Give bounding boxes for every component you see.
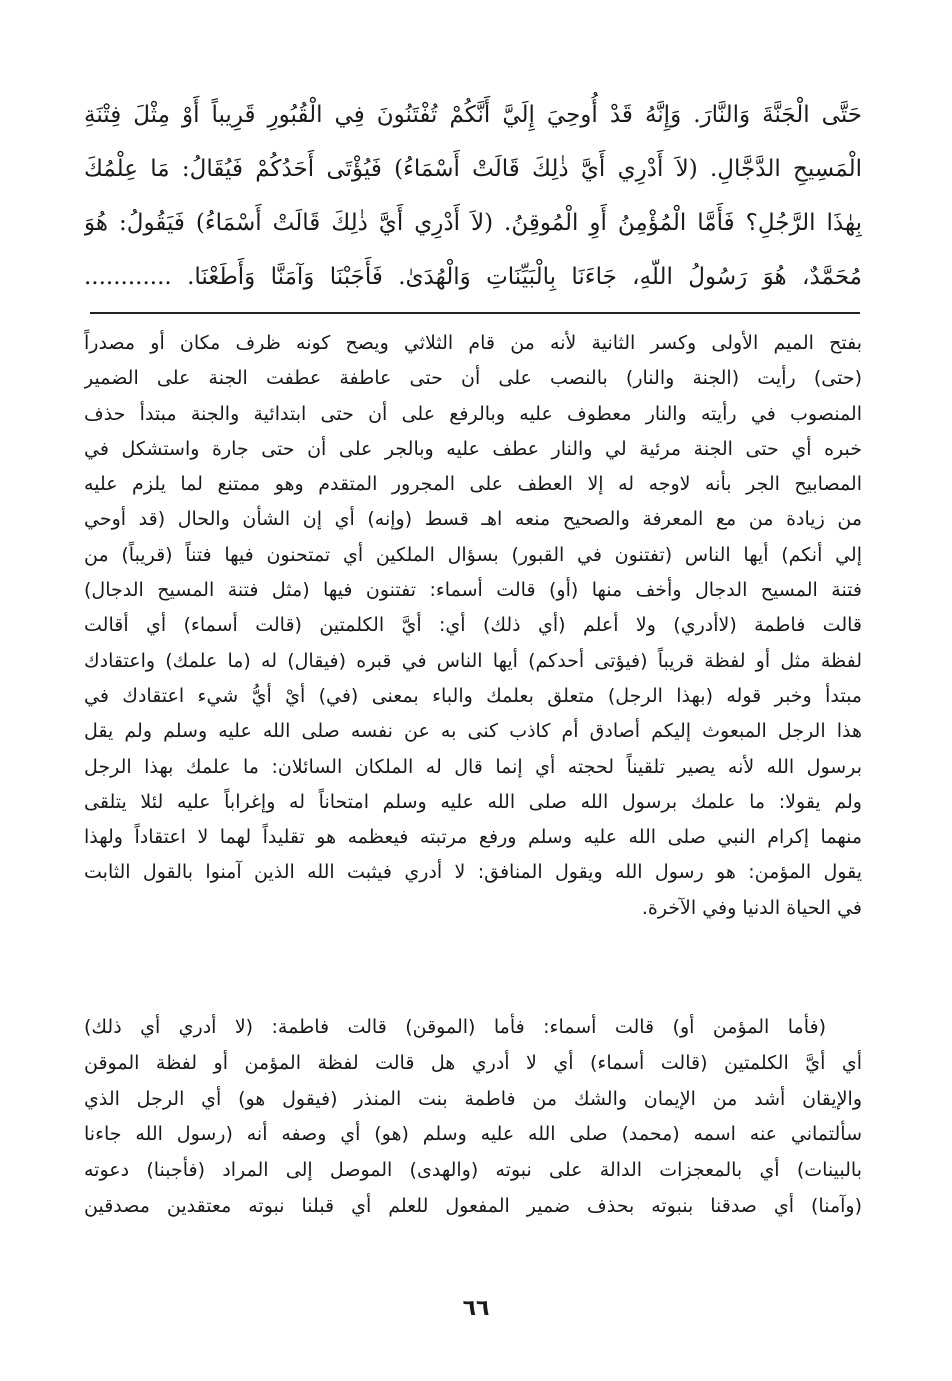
commentary-line: إلي أنكم) أيها الناس (تفتنون في القبور) بسؤال الملكين أي تمتحنون فيها فتناً (قريباً) من [84, 543, 862, 566]
commentary-line: فتنة المسيح الدجال وأخف منها (أو) قالت أسماء: تفتنون فيها (مثل فتنة المسيح الدجال) [84, 579, 862, 602]
commentary-line: بفتح الميم الأولى وكسر الثانية لأنه من قام الثلاثي ويصح كونه ظرف مكان أو مصدراً [84, 332, 862, 354]
commentary-line: خبره أي حتى الجنة مرئية لي والنار عطف عليه وبالجر على أن حتى جارة واستشكل في [84, 437, 862, 460]
commentary-line: منهما إكرام النبي صلى الله عليه وسلم ورفع مرتبته فيعظمه هو تقليداً لهما لا اعتقاداً ولهذا [84, 826, 862, 849]
paragraph-line: والإيقان أشد من الإيمان والشك من فاطمة بنت المنذر (فيقول هو) أي الرجل الذي [84, 1087, 862, 1110]
commentary-line: لفظة مثل أو لفظة قريباً (فيؤتى أحدكم) أيها الناس في قبره (فيقال) له (ما علمك) واعتقادك [84, 649, 862, 672]
hadith-line: حَتَّى الْجَنَّةَ وَالنَّارَ. وَإِنَّهُ قَدْ أُوحِيَ إِلَيَّ أَنَّكُمْ تُفْتَنُونَ فِي الْقُبُورِ قَرِيباً أَوْ مِثْلَ فِتْنَةِ [84, 102, 862, 128]
hadith-line: مُحَمَّدٌ، هُوَ رَسُولُ اللّهِ، جَاءَنَا بِالْبَيِّنَاتِ وَالْهُدَىٰ. فَأَجَبْنَا وَآمَنَّا وَأَطَعْنَا. ............ [84, 264, 862, 290]
commentary-line: مبتدأ وخبر قوله (بهذا الرجل) متعلق بعلمك والباء بمعنى (في) أيْ أيُّ شيء اعتقادك في [84, 684, 862, 707]
paragraph-line: سألتماني عنه اسمه (محمد) صلى الله عليه وسلم (هو) أي وصفه أنه (رسول الله جاءنا [84, 1123, 862, 1146]
hadith-line: الْمَسِيحِ الدَّجَّالِ. (لاَ أَدْرِي أَيَّ ذٰلِكَ قَالَتْ أَسْمَاءُ) فَيُؤْتَى أَحَدُكُمْ فَيُقَالُ: مَا عِلْمُكَ [84, 156, 862, 182]
paragraph-line: (وآمنا) أي صدقنا بنبوته بحذف ضمير المفعول للعلم أي قبلنا نبوته معتقدين مصدقين [84, 1194, 862, 1217]
separator-rule [90, 312, 860, 314]
paragraph-line: أي أيَّ الكلمتين (قالت أسماء) أي لا أدري هل قالت لفظة المؤمن أو لفظة الموقن [84, 1051, 862, 1074]
commentary-line: في الحياة الدنيا وفي الآخرة. [641, 896, 862, 919]
page-number: ٦٦ [462, 1296, 490, 1321]
commentary-line: قالت فاطمة (لاأدري) ولا أعلم (أي ذلك) أي: أيَّ الكلمتين (قالت أسماء) أي أقالت [84, 614, 862, 637]
commentary-line: ولم يقولا: ما علمك برسول الله صلى الله عليه وسلم امتحاناً له وإغراباً عليه لئلا يتلقى [84, 790, 862, 813]
commentary-line: هذا الرجل المبعوث إليكم أصادق أم كاذب كنى به عن نفسه صلى الله عليه وسلم ولم يقل [84, 720, 862, 743]
commentary-line: المنصوب في رأيته والنار معطوف عليه وبالرفع على أن حتى ابتدائية والجنة مبتدأ حذف [84, 402, 862, 425]
hadith-line: بِهٰذَا الرَّجُلِ؟ فَأَمَّا الْمُؤْمِنُ أَوِ الْمُوقِنُ. (لاَ أَدْرِي أَيَّ ذٰلِكَ قَالَتْ أَسْمَاءُ) فَيَقُولُ: هُوَ [84, 210, 862, 236]
commentary-line: المصابيح الجر بأنه لاوجه له إلا العطف على المجرور المتقدم وهو ممتنع لما يلزم عليه [84, 473, 862, 496]
commentary-line: من زيادة من مع المعرفة والصحيح منعه اهـ قسط (وإنه) أي إن الشأن والحال (قد أوحي [84, 508, 862, 531]
commentary-paragraph-2 [84, 1010, 862, 1225]
commentary-line: (حتى) رأيت (الجنة والنار) بالنصب على أن حتى عاطفة عطفت الجنة على الضمير [84, 367, 862, 390]
paragraph-line: بالبينات) أي بالمعجزات الدالة على نبوته (والهدى) الموصل إلى المراد (فأجبنا) دعوته [84, 1159, 862, 1182]
commentary-text [84, 326, 862, 926]
paragraph-line: (فأما المؤمن أو) قالت أسماء: فأما (الموقن) قالت فاطمة: (لا أدري أي ذلك) [84, 1016, 826, 1038]
commentary-line: برسول الله لأنه يصير تلقيناً لحجته أي إنما قال له الملكان السائلان: ما علمك بهذا الرجل [84, 755, 862, 778]
commentary-line: يقول المؤمن: هو رسول الله ويقول المنافق: لا أدري فيثبت الله الذين آمنوا بالقول الثابت [84, 861, 862, 884]
hadith-text [84, 88, 862, 304]
